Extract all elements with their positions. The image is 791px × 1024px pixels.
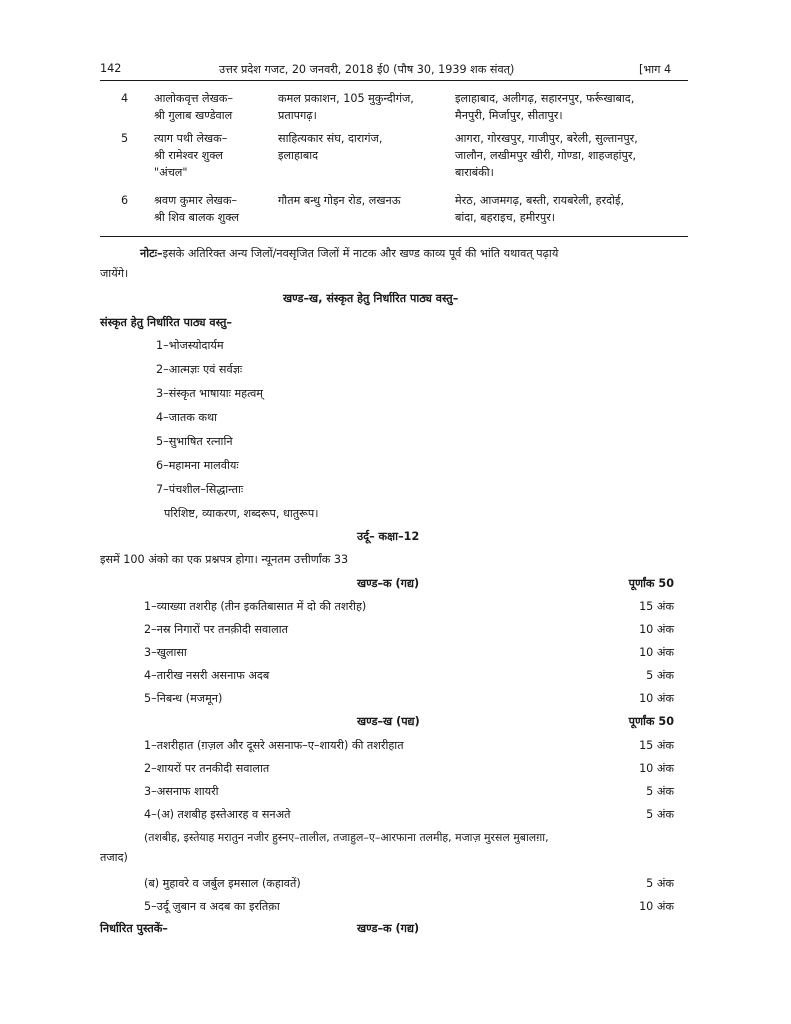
publisher-line: प्रतापगढ़।: [278, 109, 317, 122]
urdu-item: 5–उर्दू ज़ुबान व अदब का इरतिक़ा: [144, 900, 280, 913]
book-line: श्रवण कुमार लेखक–: [154, 194, 238, 207]
book-line: श्री शिव बालक शुक्ल: [154, 211, 239, 224]
urdu-item-marks: 5 अंक: [646, 808, 674, 821]
districts-line: मेरठ, आजमगढ़, बस्ती, रायबरेली, हरदोई,: [455, 194, 625, 207]
urdu-intro: इसमें 100 अंको का एक प्रश्नपत्र होगा। न्यूनतम उत्तीर्णांक 33: [100, 553, 349, 566]
urdu-item-marks: 10 अंक: [639, 623, 674, 636]
book-cell: [154, 90, 269, 124]
page-number: 142: [100, 62, 122, 75]
part-kh-total: पूर्णांक 50: [628, 715, 674, 728]
urdu-item-marks: 5 अंक: [646, 877, 674, 890]
book-cell: [154, 192, 269, 226]
sanskrit-heading: संस्कृत हेतु निर्धारित पाठ्य वस्तु–: [100, 316, 232, 329]
urdu-item: 3–असनाफ शायरी: [144, 785, 219, 798]
publisher-line: गौतम बन्धु गोइन रोड, लखनऊ: [278, 194, 401, 207]
note-line-2: जायेंगे।: [100, 267, 129, 280]
books-part-title: खण्ड–क (गद्य): [357, 922, 420, 935]
section-heading: खण्ड–ख, संस्कृत हेतु निर्धारित पाठ्य वस्तु–: [283, 292, 459, 305]
book-line: आलोकवृत्त लेखक–: [154, 92, 233, 105]
urdu-item-marks: 15 अंक: [639, 739, 674, 752]
note-label: नोटः–: [140, 247, 163, 260]
row-number: 5: [121, 132, 129, 145]
urdu-item-marks: 10 अंक: [639, 900, 674, 913]
table-bottom-rule: [100, 236, 688, 237]
note-line: [140, 246, 558, 261]
urdu-item: 1–व्याख्या तशरीह (तीन इकतिबासात में दो की तशरीह): [144, 600, 367, 613]
sanskrit-item: परिशिष्ट, व्याकरण, शब्दरूप, धातुरूप।: [164, 507, 319, 520]
publisher-line: कमल प्रकाशन, 105 मुकुन्दीगंज,: [278, 92, 414, 105]
row-number: 4: [121, 92, 129, 105]
part-kh-title: खण्ड–ख (पद्य): [357, 715, 420, 728]
urdu-item-marks: 5 अंक: [646, 785, 674, 798]
publisher-cell: [278, 192, 450, 209]
note-text: इसके अतिरिक्त अन्य जिलों/नवसृजित जिलों में नाटक और खण्ड काव्य पूर्व की भांति यथावत् पढ़ाये: [162, 247, 559, 260]
row-number: 6: [121, 194, 129, 207]
urdu-item-marks: 15 अंक: [639, 600, 674, 613]
urdu-item: 1–तशरीहात (ग़ज़ल और दूसरे असनाफ–ए–शायरी) की तशरीहात: [144, 739, 404, 752]
districts-cell: [455, 130, 688, 181]
districts-cell: [455, 192, 688, 226]
figures-of-speech-list: (तशबीह, इस्तेयाह मरातुन नजीर हुस्नए–तालील, तजाहुल–ए–आरफाना तलमीह, मजाज़ मुरसल मुबालग़ा,: [144, 831, 549, 844]
sanskrit-item: 4–जातक कथा: [156, 411, 218, 424]
book-line: "अंचल": [154, 166, 188, 179]
districts-cell: [455, 90, 688, 124]
book-line: श्री गुलाब खण्डेवाल: [154, 109, 233, 122]
sanskrit-item: 5–सुभाषित रत्नानि: [156, 435, 233, 448]
part-ka-title: खण्ड–क (गद्य): [357, 577, 420, 590]
header-rule: [100, 80, 688, 81]
urdu-item: (ब) मुहावरे व जर्बुल इमसाल (कहावतें): [144, 877, 301, 890]
districts-line: इलाहाबाद, अलीगढ़, सहारनपुर, फर्रूखाबाद,: [455, 92, 635, 105]
urdu-item: 4–तारीख नसरी असनाफ अदब: [144, 669, 270, 682]
book-line: श्री रामेश्वर शुक्ल: [154, 149, 223, 162]
districts-line: मैनपुरी, मिर्जापुर, सीतापुर।: [455, 109, 563, 122]
part-label: [भाग 4: [639, 63, 672, 76]
publisher-cell: [278, 90, 446, 124]
districts-line: बाराबंकी।: [455, 166, 494, 179]
urdu-item: 3–खुलासा: [144, 646, 187, 659]
sanskrit-item: 6–महामना मालवीयः: [156, 459, 239, 472]
urdu-item-marks: 10 अंक: [639, 692, 674, 705]
figures-of-speech-list-2: तजाद): [100, 851, 128, 864]
urdu-heading: उर्दू– कक्षा–12: [357, 530, 420, 543]
urdu-item: 2–शायरों पर तनकीदी सवालात: [144, 762, 270, 775]
book-line: त्याग पथी लेखक–: [154, 132, 228, 145]
sanskrit-item: 2–आत्मज्ञः एवं सर्वज्ञः: [156, 363, 243, 376]
sanskrit-item: 7–पंचशील–सिद्धान्ताः: [156, 483, 244, 496]
districts-line: बांदा, बहराइच, हमीरपुर।: [455, 211, 556, 224]
prescribed-books-label: निर्धारित पुस्तकें–: [100, 922, 168, 935]
book-cell: [154, 130, 269, 181]
urdu-item-marks: 5 अंक: [646, 669, 674, 682]
urdu-item: 5–निबन्ध (मजमून): [144, 692, 223, 705]
urdu-item-marks: 10 अंक: [639, 646, 674, 659]
urdu-item: 4–(अ) तशबीह इस्तेआरह व सनअते: [144, 808, 291, 821]
publisher-cell: [278, 130, 446, 164]
sanskrit-item: 1–भोजस्योदार्यम: [156, 339, 224, 352]
publisher-line: इलाहाबाद: [278, 149, 319, 162]
urdu-item: 2–नस्र निगारों पर तनक़ीदी सवालात: [144, 623, 288, 636]
gazette-title: उत्तर प्रदेश गजट, 20 जनवरी, 2018 ई0 (पौष 30, 1939 शक संवत्): [219, 63, 515, 76]
publisher-line: साहित्यकार संघ, दारागंज,: [278, 132, 383, 145]
part-ka-total: पूर्णांक 50: [628, 577, 674, 590]
urdu-item-marks: 10 अंक: [639, 762, 674, 775]
districts-line: आगरा, गोरखपुर, गाजीपुर, बरेली, सुल्तानपुर,: [455, 132, 638, 145]
districts-line: जालौन, लखीमपुर खीरी, गोण्डा, शाहजहांपुर,: [455, 149, 637, 162]
sanskrit-item: 3–संस्कृत भाषायाः महत्वम्: [156, 387, 263, 400]
